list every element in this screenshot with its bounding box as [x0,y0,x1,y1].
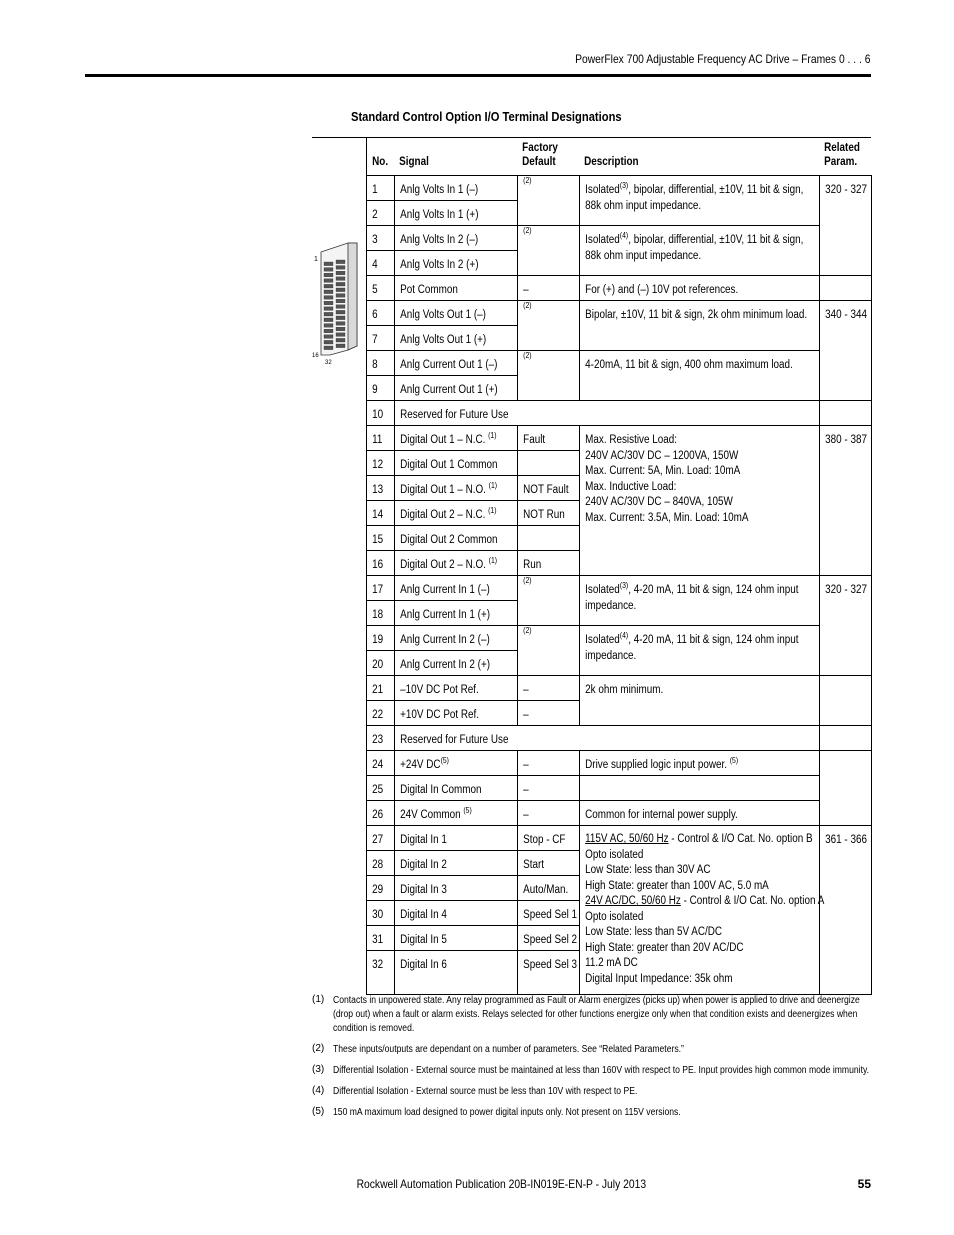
terminal-contact [324,278,333,282]
desc-line: 240V AC/30V DC – 1200VA, 150W [584,449,738,462]
terminal-contact [336,316,345,320]
cell-param: 320 - 327 [819,176,871,276]
cell-desc [579,426,819,576]
cell-no: 32 [366,951,394,995]
cell-desc: For (+) and (–) 10V pot references. [579,276,819,301]
desc-line: Max. Current: 5A, Min. Load: 10mA [584,465,740,477]
cell-no: 17 [366,576,394,601]
terminal-block-figure [312,238,365,433]
col-default: Factory Default [517,138,579,176]
figure-label-1: 1 [314,255,318,263]
cell-default: – [517,776,579,801]
desc-line: 11.2 mA DC [584,957,638,969]
cell-default: Fault [517,426,579,451]
cell-no: 20 [366,651,394,676]
table-row [312,776,871,801]
footer-publication: Rockwell Automation Publication 20B-IN019E-EN-P - July 2013 [356,1177,646,1191]
cell-signal: 24V Common $^{(5)}$ [394,801,517,826]
terminal-contact [336,276,345,280]
cell-param [819,276,871,301]
cell-default: – [517,676,579,701]
terminal-contact [324,318,333,322]
cell-signal: Reserved for Future Use [394,726,819,751]
terminal-contact [336,344,345,348]
cell-default: NOT Run [517,501,579,526]
cell-default: (2) [517,351,579,401]
cell-default: – [517,701,579,726]
table-row [312,276,871,301]
cell-signal: Pot Common [394,276,517,301]
cell-param [819,726,871,751]
cell-no: 1 [366,176,394,201]
cell-no: 4 [366,251,394,276]
cell-param: 320 - 327 [819,576,871,676]
cell-no: 22 [366,701,394,726]
cell-desc: 2k ohm minimum. [579,676,819,726]
cell-signal: Anlg Current Out 1 (+) [394,376,517,401]
cell-no: 29 [366,876,394,901]
cell-no: 2 [366,201,394,226]
cell-no: 30 [366,901,394,926]
terminal-contact [324,290,333,294]
table-row [312,301,871,326]
table-row [312,176,871,201]
cell-no: 23 [366,726,394,751]
cell-default: Run [517,551,579,576]
desc-line: High State: greater than 100V AC, 5.0 mA [584,879,769,892]
cell-signal: Digital In 2 [394,851,517,876]
desc-line: High State: greater than 20V AC/DC [584,941,743,954]
cell-desc: Drive supplied logic input power. $^{(5)}$ [579,751,819,776]
table-header-row [312,138,871,176]
cell-signal: Anlg Volts In 1 (+) [394,201,517,226]
table-row [312,351,871,376]
desc-line: Opto isolated [584,910,643,923]
cell-desc: 4-20mA, 11 bit & sign, 400 ohm maximum load. [579,351,819,401]
cell-desc: Bipolar, ±10V, 11 bit & sign, 2k ohm minimum load. [579,301,819,351]
cell-signal: Anlg Current In 1 (+) [394,601,517,626]
cell-default: Speed Sel 1 [517,901,579,926]
terminal-contact [324,267,333,271]
cell-default: Auto/Man. [517,876,579,901]
cell-default: Speed Sel 2 [517,926,579,951]
cell-default [517,526,579,551]
cell-signal: Anlg Current In 1 (–) [394,576,517,601]
cell-desc: 115V AC, 50/60 Hz - Control & I/O Cat. No. option B Opto isolated Low State: less than 30V AC High State: greater than 100V AC, 5.0 mA 24V AC/DC, 50/60 Hz - Control & I/O Cat. No. option A Opto isolated Low State: less than 5V AC/DC High State: greater than 20V AC/DC 11.2 mA DC Digital Input Impedance: 35k ohm [579,826,819,995]
cell-default: Start [517,851,579,876]
table-row [312,726,871,751]
cell-signal: Digital Out 1 Common [394,451,517,476]
terminal-contact [324,262,333,266]
figure-label-16: 16 [312,352,319,359]
cell-no: 15 [366,526,394,551]
cell-no: 14 [366,501,394,526]
cell-no: 28 [366,851,394,876]
cell-default: (2) [517,176,579,226]
cell-signal: Digital In 6 [394,951,517,995]
col-desc: Description [579,138,819,176]
cell-no: 13 [366,476,394,501]
terminal-contact [336,282,345,286]
terminal-contact [336,271,345,275]
desc-line: Low State: less than 5V AC/DC [584,926,722,938]
cell-no: 21 [366,676,394,701]
terminal-contact [324,273,333,277]
header-title: PowerFlex 700 Adjustable Frequency AC Drive – Frames 0 . . . 6 [574,52,870,66]
table-row [312,801,871,826]
table-row [312,576,871,601]
terminal-contact [336,321,345,325]
desc-line: Low State: less than 30V AC [584,864,711,876]
cell-signal: +24V DC$^{(5)}$ [394,751,517,776]
cell-no: 25 [366,776,394,801]
footnote: (1) Contacts in unpowered state. Any relay programmed as Fault or Alarm energizes (picks up) when power is applied to drive and deenergize (drop out) when a fault or alarm exists. Relays selected for other functions energize only when that condition exists and deenergizes when condition is removed. [312,994,860,1034]
cell-default: – [517,801,579,826]
figure-header-cell [312,138,366,176]
terminal-contact [336,260,345,264]
cell-no: 12 [366,451,394,476]
cell-default: (2) [517,226,579,276]
cell-signal: Anlg Volts In 1 (–) [394,176,517,201]
cell-default: Stop - CF [517,826,579,851]
col-no: No. [366,138,394,176]
desc-line: Max. Inductive Load: [584,480,676,493]
cell-no: 8 [366,351,394,376]
page-number: 55 [857,1177,871,1191]
cell-no: 24 [366,751,394,776]
header-rule [85,74,871,77]
table-row [312,401,871,426]
terminal-contact [324,312,333,316]
table-row [312,226,871,251]
cell-no: 3 [366,226,394,251]
cell-signal: Anlg Volts In 2 (–) [394,226,517,251]
cell-no: 7 [366,326,394,351]
footnote: (3) Differential Isolation - External source must be maintained at less than 160V with respect to PE. Input provides high common mode immunity. [312,1064,870,1076]
terminal-contact [336,310,345,314]
cell-signal: Digital Out 2 Common [394,526,517,551]
cell-no: 10 [366,401,394,426]
cell-default [517,451,579,476]
cell-desc: Isolated$^{(4)}$, 4-20 mA, 11 bit & sign, 124 ohm input impedance. [579,626,819,676]
cell-no: 18 [366,601,394,626]
table-row [312,426,871,451]
terminal-contact [336,304,345,308]
desc-line: 240V AC/30V DC – 840VA, 105W [584,496,733,508]
col-param: Related Param. [819,138,871,176]
cell-no: 11 [366,426,394,451]
cell-signal: Anlg Volts Out 1 (–) [394,301,517,326]
cell-desc [579,776,819,801]
io-terminal-table [312,137,872,995]
cell-no: 19 [366,626,394,651]
terminal-contact [336,288,345,292]
terminal-contact [324,329,333,333]
cell-param: 361 - 366 [819,826,871,995]
desc-line: Digital Input Impedance: 35k ohm [584,972,733,985]
cell-default: NOT Fault [517,476,579,501]
cell-signal: Digital Out 2 – N.O. $^{(1)}$ [394,551,517,576]
cell-param [819,751,871,826]
footnote: (5) 150 mA maximum load designed to power digital inputs only. Not present on 115V versions. [312,1106,681,1118]
cell-signal: Anlg Current Out 1 (–) [394,351,517,376]
footnote: (4) Differential Isolation - External source must be less than 10V with respect to PE. [312,1085,638,1097]
cell-signal: Anlg Current In 2 (–) [394,626,517,651]
cell-desc: Isolated$^{(4)}$, bipolar, differential, ±10V, 11 bit & sign, 88k ohm input impedance. [579,226,819,276]
cell-signal: Digital Out 1 – N.O. $^{(1)}$ [394,476,517,501]
cell-signal: –10V DC Pot Ref. [394,676,517,701]
figure-label-32: 32 [325,359,332,366]
cell-no: 31 [366,926,394,951]
terminal-contact [336,338,345,342]
cell-default: – [517,276,579,301]
cell-default: (2) [517,626,579,676]
cell-no: 26 [366,801,394,826]
cell-no: 6 [366,301,394,326]
cell-param: 340 - 344 [819,301,871,401]
cell-desc: Isolated$^{(3)}$, 4-20 mA, 11 bit & sign, 124 ohm input impedance. [579,576,819,626]
cell-signal: Reserved for Future Use [394,401,819,426]
terminal-contact [324,323,333,327]
cell-signal: Digital In Common [394,776,517,801]
cell-signal: +10V DC Pot Ref. [394,701,517,726]
cell-no: 5 [366,276,394,301]
terminal-contact [324,306,333,310]
terminal-contact [336,265,345,269]
cell-param: 380 - 387 [819,426,871,576]
desc-line: Max. Resistive Load: [584,434,677,446]
footnote: (2) These inputs/outputs are dependant on a number of parameters. See “Related Parameters.” [312,1043,684,1055]
cell-desc: Isolated$^{(3)}$, bipolar, differential, ±10V, 11 bit & sign, 88k ohm input impedance. [579,176,819,226]
table-row [312,676,871,701]
terminal-contact [336,293,345,297]
cell-signal: Digital Out 2 – N.C. $^{(1)}$ [394,501,517,526]
cell-default: – [517,751,579,776]
cell-default: (2) [517,576,579,626]
cell-signal: Digital In 4 [394,901,517,926]
cell-signal: Digital Out 1 – N.C. $^{(1)}$ [394,426,517,451]
table-row [312,626,871,651]
col-signal: Signal [394,138,517,176]
terminal-contact [324,346,333,350]
cell-signal: Anlg Volts Out 1 (+) [394,326,517,351]
footnotes [312,994,872,1127]
cell-no: 27 [366,826,394,851]
figure-cell [312,176,366,995]
terminal-contact [324,295,333,299]
cell-no: 16 [366,551,394,576]
cell-no: 9 [366,376,394,401]
desc-line: Max. Current: 3.5A, Min. Load: 10mA [584,511,748,524]
terminal-contact [324,334,333,338]
cell-signal: Digital In 3 [394,876,517,901]
desc-line: Opto isolated [584,848,643,861]
terminal-contact [324,340,333,344]
terminal-contact [324,284,333,288]
cell-signal: Digital In 1 [394,826,517,851]
terminal-contact [336,327,345,331]
cell-default: (2) [517,301,579,351]
table-row [312,751,871,776]
cell-signal: Anlg Volts In 2 (+) [394,251,517,276]
table-row [312,826,871,851]
cell-signal: Anlg Current In 2 (+) [394,651,517,676]
terminal-contact [336,332,345,336]
terminal-contact [336,299,345,303]
terminal-contact [324,301,333,305]
cell-param [819,401,871,426]
cell-signal: Digital In 5 [394,926,517,951]
table-title: Standard Control Option I/O Terminal Designations [351,109,622,124]
cell-desc: Common for internal power supply. [579,801,819,826]
cell-param [819,676,871,726]
cell-default: Speed Sel 3 [517,951,579,995]
